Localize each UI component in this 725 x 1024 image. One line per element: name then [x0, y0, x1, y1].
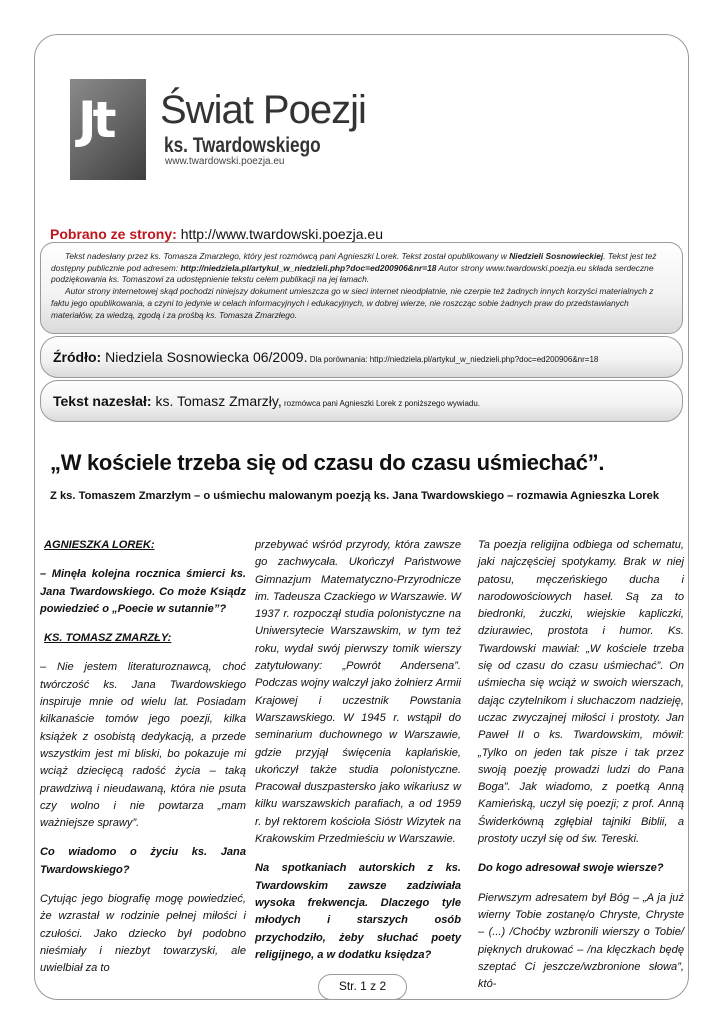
sender-box — [40, 380, 683, 422]
article-column-3 — [478, 537, 684, 1005]
speaker-interviewee: KS. TOMASZ ZMARZŁY: — [44, 632, 172, 645]
source-url[interactable]: http://www.twardowski.poezja.eu — [180, 226, 384, 242]
zrodlo-label: Źródło: — [53, 349, 102, 365]
sender-note: rozmówca pani Agnieszki Lorek z poniższego wywiadu. — [281, 399, 481, 408]
logo-text: Jt — [78, 91, 113, 149]
notice-paragraph-2: Autor strony internetowej skąd pochodzi niniejszy dokument umieszcza go w sieci internet nieodpłatnie, nie czerpie też żadnych innych korzyści materialnych z faktu jego opublikowania, a czyni to jedynie w celach informacyjnych i edukacyjnych, w dobrej wierze, nie roszcząc sobie żadnych praw do przedstawianych materiałów, za wiedzą, zgodą i za prośbą ks. Tomasza Zmarzłego. — [51, 286, 654, 320]
question: – Minęła kolejna rocznica śmierci ks. Jana Twardowskiego. Co może Ksiądz powiedzieć o „Poecie w sutannie”? — [40, 568, 246, 615]
site-subtitle: ks. Twardowskiego — [164, 134, 321, 157]
speaker-interviewer: AGNIESZKA LOREK: — [44, 539, 155, 551]
question: Do kogo adresował swoje wiersze? — [478, 862, 664, 875]
site-title: Świat Poezji — [160, 88, 366, 132]
site-url: www.twardowski.poezja.eu — [165, 156, 285, 167]
question: Co wiadomo o życiu ks. Jana Twardowskiego? — [40, 846, 246, 876]
notice-box — [40, 242, 683, 334]
notice-paragraph-1: Tekst nadesłany przez ks. Tomasza Zmarzłego, który jest rozmówcą pani Agnieszki Lorek. Tekst został opublikowany w Niedzieli Sosnowieckiej. Tekst jest też dostępny publicznie pod adresem: http://niedziela.pl/artykul_w_niedzieli.php?doc=ed200906&nr=18 Autor strony www.twardowski.poezja.eu składa serdeczne podziękowania ks. Tomaszowi za udostępnienie tekstu celem publikacji na jej łamach. — [51, 251, 657, 285]
answer: Pierwszym adresatem był Bóg – „A ja już wierny Tobie zostanę/o Chryste, Chryste – (...) /Choćby wzbronili wierszy o Tobie/ pięknych drukować – /na klęczkach będę szeptać Ci jeszcze/wzbronione słowa”, któ- — [478, 891, 684, 991]
article-column-2 — [255, 537, 461, 976]
question: Na spotkaniach autorskich z ks. Twardowskim zawsze zadziwiała wysoka frekwencja. Dlaczego tyle młodych i starszych osób przychodziło, żeby słuchać poety religijnego, a w dodatku księdza? — [255, 862, 461, 961]
answer: przebywać wśród przyrody, która zawsze go zachwycała. Ukończył Państwowe Gimnazjum Matematyczno-Przyrodnicze im. Tadeusza Czackiego w Warszawie. W 1937 r. rozpoczął studia polonistyczne na Uniwersytecie Warszawskim, w tym też roku, wydał swój pierwszy tomik wierszy zatytułowany: „Powrót Andersena”. Podczas wojny walczył jako żołnierz Armii Krajowej i uczestnik Powstania Warszawskiego. W 1945 r. wstąpił do seminarium duchownego w Warszawie, gdzie przyjął święcenia kapłańskie, ukończył także studia polonistyczne. Pracował duszpastersko jako wikariusz w kilku warszawskich parafiach, a od 1959 r. był rektorem kościoła Sióstr Wizytek na Krakowskim Przedmieściu w Warszawie. — [255, 539, 461, 846]
answer: Cytując jego biografię mogę powiedzieć, że wzrastał w rodzinie pełnej miłości i czułości. Jako dziecko był podobno nieśmiały i niezbyt towarzyski, ale uwielbiał za to — [40, 893, 246, 975]
site-logo — [70, 79, 146, 180]
article-headline: „W kościele trzeba się od czasu do czasu uśmiechać”. — [50, 450, 605, 475]
zrodlo-compare: Dla porównania: http://niedziela.pl/artykul_w_niedzieli.php?doc=ed200906&nr=18 — [307, 355, 599, 364]
article-subheadline: Z ks. Tomaszem Zmarzłym – o uśmiechu malowanym poezją ks. Jana Twardowskiego – rozmawia Agnieszka Lorek — [50, 490, 660, 502]
source-box — [40, 336, 683, 378]
answer: Ta poezja religijna odbiega od schematu, jaki najczęściej spotykamy. Brak w niej patosu, męczeńskiego ducha i narodowościowych haseł. Są za to biedronki, żuczki, wiejskie kapliczki, dziurawiec, prostota i humor. Ks. Twardowski mawiał: „W kościele trzeba się od czasu do czasu uśmiechać”. On uśmiecha się wciąż w swoich wierszach, dając czytelnikom i słuchaczom nadzieję, uczac zwyczajnej miłości i prostoty. Jan Paweł II o ks. Twardowskim, mówił: „Tylko on jeden tak pisze i tak przez swoją poezję prowadzi ludzi do Pana Boga”. Jak wiadomo, z poetką Anną Kamieńską, uczył się poezji; z prof. Anną Świderkówną zgłębiał tajniki Biblii, a prostoty uczył się od św. Tereski. — [478, 539, 684, 846]
sender-label: Tekst nazesłał: — [53, 393, 152, 409]
sender-value: ks. Tomasz Zmarzły, — [151, 393, 282, 409]
source-line — [50, 226, 383, 242]
page-number: Str. 1 z 2 — [318, 974, 407, 1000]
answer: – Nie jestem literaturoznawcą, choć twórczość ks. Jana Twardowskiego inspiruje mnie od wielu lat. Posiadam kilkanaście tomów jego poezji, kilka książek z osobistą dedykacją, a przede wszystkim jest mi bliski, bo pokazuje mi wciąż dziecięcą radość życia – taką prawdziwą i nieudawaną, która nie psuta czy wolno i nie powtarza „mam ważniejsze sprawy”. — [40, 661, 246, 830]
zrodlo-value: Niedziela Sosnowiecka 06/2009. — [101, 349, 308, 365]
article-column-1 — [40, 537, 246, 990]
notice-link[interactable]: http://niedziela.pl/artykul_w_niedzieli.php?doc=ed200906&nr=18 — [180, 262, 437, 273]
source-label: Pobrano ze strony: — [50, 226, 177, 242]
